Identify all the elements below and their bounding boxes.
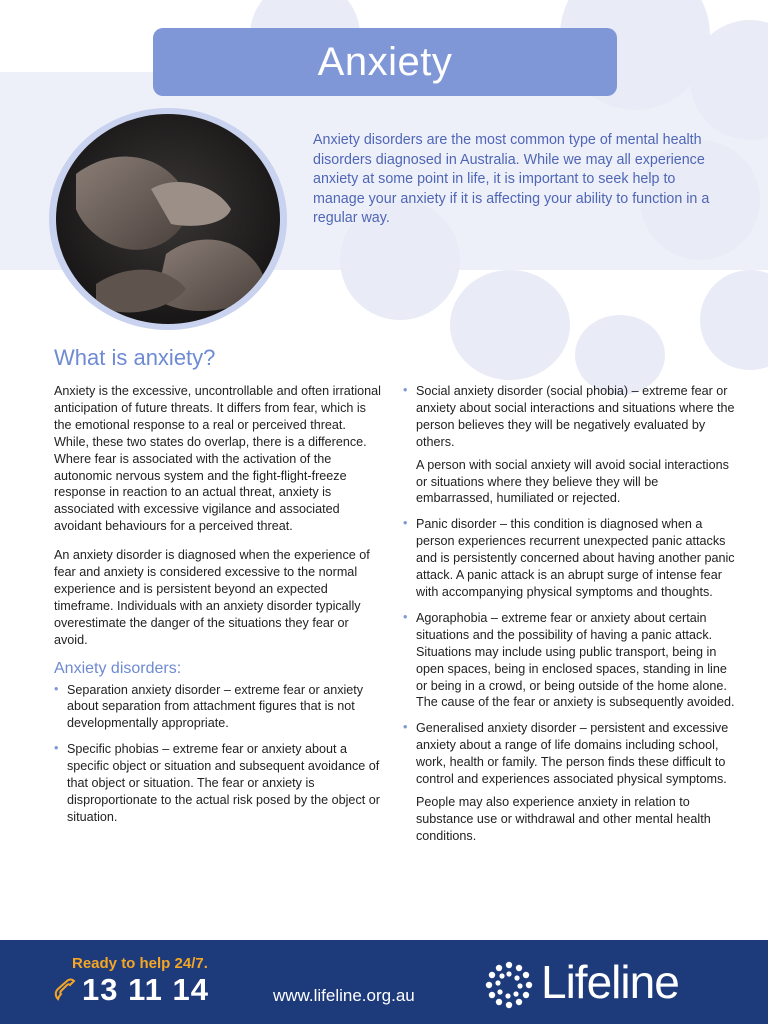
list-item: • Specific phobias – extreme fear or anxiety about a specific object or situation and subsequent avoidance of that object or situation. The fear or anxiety is disproportionate to the actual risk posed by the object or situation. bbox=[54, 741, 380, 824]
lifeline-logo-text: Lifeline bbox=[541, 956, 679, 1008]
decorative-circle bbox=[450, 270, 570, 380]
intro-paragraph: Anxiety disorders are the most common type of mental health disorders diagnosed in Australia. While we may all experience anxiety at some point in life, it is important to seek help to manage your anxiety if it is affecting your ability to function in a regular way. bbox=[313, 132, 710, 226]
bullet-icon: • bbox=[54, 681, 59, 696]
bullet-icon: • bbox=[403, 720, 408, 735]
disorders-list-right-2 bbox=[403, 516, 738, 788]
left-column bbox=[54, 383, 384, 835]
bullet-icon: • bbox=[403, 609, 408, 624]
closing-paragraph: People may also experience anxiety in relation to substance use or withdrawal and other mental health conditions. bbox=[416, 794, 711, 843]
list-item: • Panic disorder – this condition is diagnosed when a person experiences recurrent unexpected panic attacks and is persistently concerned about having another panic attack. A panic attack is an abrupt surge of intense fear with accompanying physical symptoms and thoughts. bbox=[403, 516, 735, 599]
diagnosis-paragraph: An anxiety disorder is diagnosed when the experience of fear and anxiety is considered excessive to the normal experience and is persistent beyond an expected timeframe. Individuals with an anxiety disorder typically overestimate the danger of the situations they fear or avoid. bbox=[54, 548, 370, 647]
list-item: • Generalised anxiety disorder – persistent and excessive anxiety about a range of life domains including school, work, health or family. The person finds these difficult to control and experiences associated physical symptoms. bbox=[403, 720, 729, 787]
list-item: • Separation anxiety disorder – extreme fear or anxiety about separation from attachment figures that is not developmentally appropriate. bbox=[54, 681, 364, 731]
social-anxiety-note: A person with social anxiety will avoid social interactions or situations where they believe they will be embarrassed, humiliated or rejected. bbox=[416, 457, 729, 506]
bullet-icon: • bbox=[403, 516, 408, 531]
phone-icon bbox=[52, 977, 80, 1005]
hands-photo bbox=[56, 114, 280, 324]
bullet-icon: • bbox=[54, 741, 59, 756]
title-banner bbox=[153, 28, 617, 96]
tagline: Ready to help 24/7. bbox=[72, 955, 208, 972]
website-link[interactable]: www.lifeline.org.au bbox=[273, 986, 415, 1005]
list-item: • Agoraphobia – extreme fear or anxiety about certain situations and the possibility of having a panic attack. Situations may include using public transport, being in open spaces, being in enclosed spaces, standing in line or being in a crowd, or being outside of the home alone. The cause of the fear or anxiety is subsequently avoided. bbox=[403, 609, 735, 710]
definition-paragraph: Anxiety is the excessive, uncontrollable and often irrational anticipation of future threats. It differs from fear, which is the emotional response to a real or perceived threat. While, these two states do overlap, there is a difference. Where fear is associated with the activation of the autonomic nervous system and the fight-flight-freeze response in reaction to an actual threat, anxiety is associated with excessive vigilance and associated avoidant behaviours for a perceived threat. bbox=[54, 384, 381, 534]
page-title: Anxiety bbox=[317, 39, 453, 84]
lifeline-logo-icon bbox=[484, 960, 534, 1010]
disorders-subheading: Anxiety disorders: bbox=[54, 659, 182, 677]
disorders-list-left bbox=[54, 682, 384, 826]
bullet-icon: • bbox=[403, 383, 408, 397]
disorders-list-right bbox=[403, 383, 738, 451]
phone-number[interactable]: 13 11 14 bbox=[82, 972, 209, 1007]
decorative-circle bbox=[700, 270, 768, 370]
section-heading: What is anxiety? bbox=[54, 345, 216, 370]
list-item: • Social anxiety disorder (social phobia) – extreme fear or anxiety about social interactions and situations where the person believes they will be negatively evaluated by others. bbox=[403, 383, 735, 449]
right-column bbox=[403, 383, 738, 857]
